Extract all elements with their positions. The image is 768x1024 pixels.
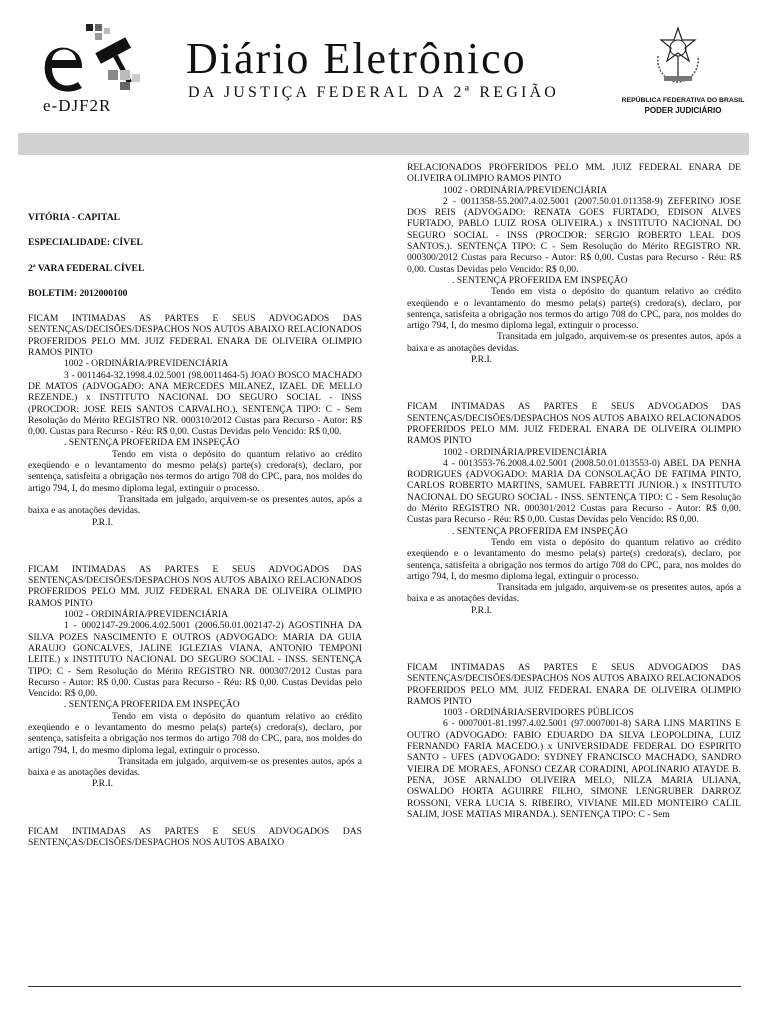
case-class: 1002 - ORDINÁRIA/PREVIDENCIÁRIA <box>443 184 608 196</box>
case-class: 1002 - ORDINÁRIA/PREVIDENCIÁRIA <box>64 358 229 370</box>
case-class: 1002 - ORDINÁRIA/PREVIDENCIÁRIA <box>443 446 608 458</box>
sentence-transit: Transitada em julgado, arquivem-se os presentes autos, após a baixa e as anotações devidas. <box>28 755 362 779</box>
sentence-label: . SENTENÇA PROFERIDA EM INSPEÇÃO <box>452 274 628 286</box>
coat-of-arms-icon <box>652 26 704 88</box>
judiciary-label: PODER JUDICIÁRIO <box>644 106 722 115</box>
sentence-transit: Transitada em julgado, arquivem-se os presentes autos, após a baixa e as anotações devidas. <box>28 493 362 517</box>
specialty-heading: ESPECIALIDADE: CÍVEL <box>28 237 143 249</box>
notice-intro: FICAM INTIMADAS AS PARTES E SEUS ADVOGADOS DAS SENTENÇAS/DECISÕES/DESPACHOS NOS AUTOS ABAIXO RELACIONADOS PROFERIDOS PELO MM. JUIZ FEDERAL ENARA DE OLIVEIRA OLIMPIO RAMOS PINTO <box>28 563 362 609</box>
case-class: 1002 - ORDINÁRIA/PREVIDENCIÁRIA <box>64 609 229 621</box>
footer-rule <box>28 986 741 987</box>
case-entry: 4 - 0013553-76.2008.4.02.5001 (2008.50.01.013553-0) ABEL DA PENHA RODRIGUES (ADVOGADO: MARIA DA CONSOLAÇÃO DE FATIMA PINTO, CARLOS ROBERTO MARTINS, SAMUEL FABRETTI JUNIOR.) x INSTITUTO NACIONAL DO SEGURO SOCIAL - INSS. SENTENÇA TIPO: C - Sem Resolução do Mérito REGISTRO NR. 000301/2012 Custas para Recurso - Autor: R$ 0,00. Custas para Recurso - Réu: R$ 0,00. Custas Devidas pelo Vencido: R$ 0,00. <box>407 457 741 526</box>
notice-intro: FICAM INTIMADAS AS PARTES E SEUS ADVOGADOS DAS SENTENÇAS/DECISÕES/DESPACHOS NOS AUTOS ABAIXO <box>28 825 362 849</box>
case-class: 1003 - ORDINÁRIA/SERVIDORES PÚBLICOS <box>443 707 634 719</box>
masthead <box>0 0 768 130</box>
sentence-label: . SENTENÇA PROFERIDA EM INSPEÇÃO <box>64 437 240 449</box>
republic-label: REPÚBLICA FEDERATIVA DO BRASIL <box>621 97 745 104</box>
court-heading: 2ª VARA FEDERAL CÍVEL <box>28 262 145 274</box>
location-heading: VITÓRIA - CAPITAL <box>28 212 121 223</box>
masthead-subtitle: DA JUSTIÇA FEDERAL DA 2ª REGIÃO <box>188 84 560 101</box>
left-column <box>28 162 362 848</box>
sentence-body: Tendo em vista o depósito do quantum relativo ao crédito exeqüendo e o levantamento do mesmo pela(s) parte(s) credora(s), declaro, por sentença, satisfeita a obrigação nos termos do artigo 708 do CPC, para, nos moldes do artigo 794, I, do mesmo diploma legal, extinguir o processo. <box>407 536 741 582</box>
pri-label: P.R.I. <box>92 778 114 790</box>
sentence-body: Tendo em vista o depósito do quantum relativo ao crédito exeqüendo e o levantamento do mesmo pela(s) parte(s) credora(s), declaro, por sentença, satisfeita a obrigação nos termos do artigo 708 do CPC, para, nos moldes do artigo 794, I, do mesmo diploma legal, extinguir o processo. <box>28 448 362 494</box>
sentence-body: Tendo em vista o depósito do quantum relativo ao crédito exeqüendo e o levantamento do mesmo pela(s) parte(s) credora(s), declaro, por sentença, satisfeita a obrigação nos termos do artigo 708 do CPC, para, nos moldes do artigo 794, I, do mesmo diploma legal, extinguir o processo. <box>407 286 741 332</box>
sentence-label: . SENTENÇA PROFERIDA EM INSPEÇÃO <box>64 699 240 711</box>
pri-label: P.R.I. <box>471 604 493 616</box>
case-entry: 6 - 0007001-81.1997.4.02.5001 (97.0007001-8) SARA LINS MARTINS E OUTRO (ADVOGADO: FABIO EDUARDO DA SILVA LEOPOLDINA, LUIZ FERNANDO FARIA MACEDO.) x UNIVERSIDADE FEDERAL DO ESPIRITO SANTO - UFES (ADVOGADO: SYDNEY FRANCISCO MACHADO, SANDRO VIEIRA DE MORAES, AFONSO CEZAR CORADINI, APOLINARIO ATAYDE B. PENA, JOSE ARNALDO OLIVEIRA MELO, NILZA MARIA ULIANA, OSWALDO HORTA AGUIRRE FILHO, SIMONE LENGRUBER DARROZ ROSSONI, VERA LUCIA S. RIBEIRO, VIVIANE MILED MONTEIRO CALIL SALIM, JOSE MATIAS MIRANDA.). SENTENÇA TIPO: C - Sem <box>407 718 741 820</box>
right-column <box>407 162 741 820</box>
pri-label: P.R.I. <box>92 516 114 528</box>
sentence-transit: Transitada em julgado, arquivem-se os presentes autos, após a baixa e as anotações devidas. <box>407 331 741 354</box>
pri-label: P.R.I. <box>471 354 493 366</box>
sentence-label: . SENTENÇA PROFERIDA EM INSPEÇÃO <box>452 525 628 537</box>
edjf2r-logo-icon <box>38 22 150 100</box>
case-entry: 1 - 0002147-29.2006.4.02.5001 (2006.50.01.002147-2) AGOSTINHA DA SILVA POZES NASCIMENTO E OUTROS (ADVOGADO: MARIA DA GUIA ARAUJO GONCALVES, JALINE IGLEZIAS VIANA, ANTONIO TEMPONI LEITE.) x INSTITUTO NACIONAL DO SEGURO SOCIAL - INSS. SENTENÇA TIPO: C - Sem Resolução do Mérito REGISTRO NR. 000307/2012 Custas para Recurso - Autor: R$ 0,00. Custas para Recurso - Réu: R$ 0,00. Custas Devidas pelo Vencido: R$ 0,00. <box>28 620 362 700</box>
logo-text: e-DJF2R <box>43 96 112 115</box>
notice-intro: RELACIONADOS PROFERIDOS PELO MM. JUIZ FEDERAL ENARA DE OLIVEIRA OLIMPIO RAMOS PINTO <box>407 162 741 185</box>
sentence-transit: Transitada em julgado, arquivem-se os presentes autos, após a baixa e as anotações devidas. <box>407 582 741 605</box>
notice-intro: FICAM INTIMADAS AS PARTES E SEUS ADVOGADOS DAS SENTENÇAS/DECISÕES/DESPACHOS NOS AUTOS ABAIXO RELACIONADOS PROFERIDOS PELO MM. JUIZ FEDERAL ENARA DE OLIVEIRA OLIMPIO RAMOS PINTO <box>28 313 362 359</box>
notice-intro: FICAM INTIMADAS AS PARTES E SEUS ADVOGADOS DAS SENTENÇAS/DECISÕES/DESPACHOS NOS AUTOS ABAIXO RELACIONADOS PROFERIDOS PELO MM. JUIZ FEDERAL ENARA DE OLIVEIRA OLIMPIO RAMOS PINTO <box>407 401 741 447</box>
header-band <box>18 133 749 155</box>
notice-intro: FICAM INTIMADAS AS PARTES E SEUS ADVOGADOS DAS SENTENÇAS/DECISÕES/DESPACHOS NOS AUTOS ABAIXO RELACIONADOS PROFERIDOS PELO MM. JUIZ FEDERAL ENARA DE OLIVEIRA OLIMPIO RAMOS PINTO <box>407 661 741 707</box>
masthead-title: Diário Eletrônico <box>186 34 527 83</box>
bulletin-heading: BOLETIM: 2012000100 <box>28 287 128 299</box>
case-entry: 2 - 0011358-55.2007.4.02.5001 (2007.50.01.011358-9) ZEFERINO JOSE DOS REIS (ADVOGADO: RENATA GOES FURTADO, EDISON ALVES FURTADO, PABLO LUIZ ROSA OLIVEIRA.) x INSTITUTO NACIONAL DO SEGURO SOCIAL - INSS (PROCDOR: SERGIO ROBERTO LEAL DOS SANTOS.). SENTENÇA TIPO: C - Sem Resolução do Mérito REGISTRO NR. 000300/2012 Custas para Recurso - Autor: R$ 0,00. Custas para Recurso - Réu: R$ 0,00. Custas Devidas pelo Vencido: R$ 0,00. <box>407 195 741 275</box>
case-entry: 3 - 0011464-32.1998.4.02.5001 (98.0011464-5) JOAO BOSCO MACHADO DE MATOS (ADVOGADO: ANA MERCEDES MILANEZ, IZAEL DE MELLO REZENDE.) x INSTITUTO NACIONAL DO SEGURO SOCIAL - INSS (PROCDOR: JOSE REIS SANTOS CARVALHO.). SENTENÇA TIPO: C - Sem Resolução do Mérito REGISTRO NR. 000310/2012 Custas para Recurso - Autor: R$ 0,00. Custas para Recurso - Réu: R$ 0,00. Custas Devidas pelo Vencido: R$ 0,00. <box>28 369 362 438</box>
sentence-body: Tendo em vista o depósito do quantum relativo ao crédito exeqüendo e o levantamento do mesmo pela(s) parte(s) credora(s), declaro, por sentença, satisfeita a obrigação nos termos do artigo 708 do CPC, para, nos moldes do artigo 794, I, do mesmo diploma legal, extinguir o processo. <box>28 710 362 756</box>
